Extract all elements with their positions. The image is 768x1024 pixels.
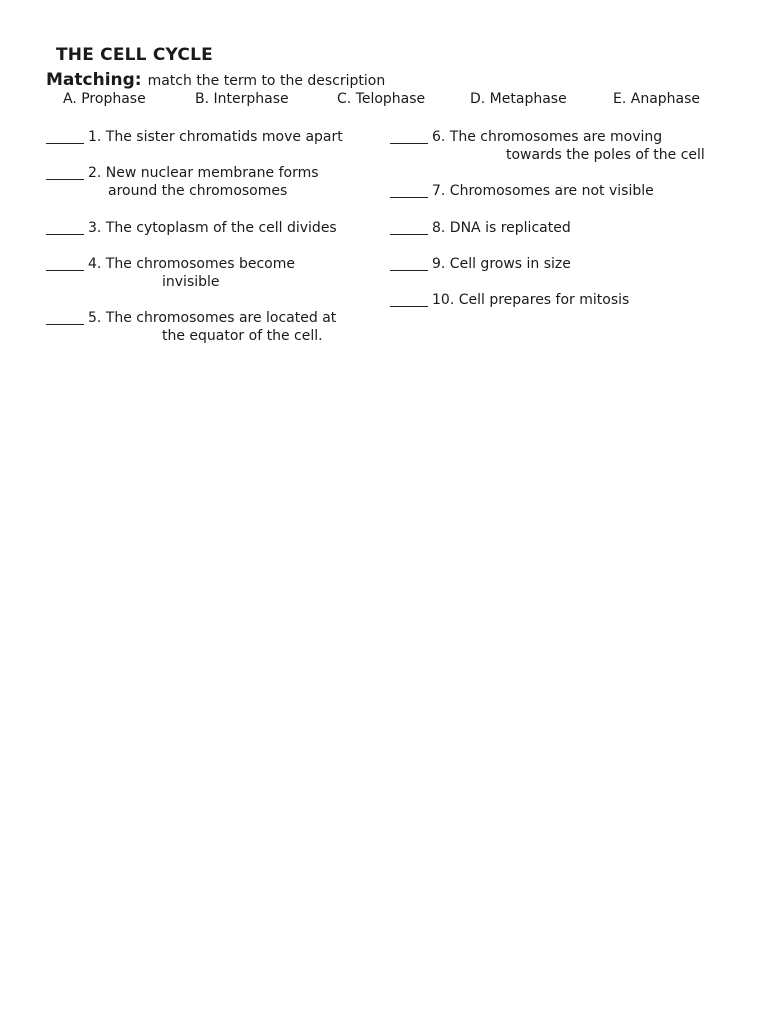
question-text-continued: around the chromosomes xyxy=(108,183,288,199)
term-bank xyxy=(0,91,768,111)
question-text: 1. The sister chromatids move apart xyxy=(88,129,343,145)
question-text: 9. Cell grows in size xyxy=(432,256,571,272)
question-text: 8. DNA is replicated xyxy=(432,220,571,236)
answer-blank[interactable] xyxy=(46,324,84,325)
answer-blank[interactable] xyxy=(46,179,84,180)
question-text: 3. The cytoplasm of the cell divides xyxy=(88,220,337,236)
term-b: B. Interphase xyxy=(195,91,289,107)
page-title: THE CELL CYCLE xyxy=(56,45,213,65)
term-d: D. Metaphase xyxy=(470,91,567,107)
answer-blank[interactable] xyxy=(390,270,428,271)
question-text-continued: towards the poles of the cell xyxy=(506,147,705,163)
answer-blank[interactable] xyxy=(46,234,84,235)
question-text-continued: the equator of the cell. xyxy=(162,328,323,344)
question-text: 7. Chromosomes are not visible xyxy=(432,183,654,199)
instructions-label: Matching: xyxy=(46,70,142,90)
answer-blank[interactable] xyxy=(390,234,428,235)
answer-blank[interactable] xyxy=(390,197,428,198)
instructions-text: match the term to the description xyxy=(147,73,386,89)
question-text: 2. New nuclear membrane forms xyxy=(88,165,319,181)
question-text: 4. The chromosomes become xyxy=(88,256,295,272)
term-e: E. Anaphase xyxy=(613,91,701,107)
question-text: 5. The chromosomes are located at xyxy=(88,310,337,326)
question-text: 6. The chromosomes are moving xyxy=(432,129,663,145)
answer-blank[interactable] xyxy=(46,143,84,144)
answer-blank[interactable] xyxy=(390,306,428,307)
answer-blank[interactable] xyxy=(46,270,84,271)
term-c: C. Telophase xyxy=(337,91,426,107)
answer-blank[interactable] xyxy=(390,143,428,144)
term-a: A. Prophase xyxy=(63,91,146,107)
instructions xyxy=(46,70,385,90)
question-text-continued: invisible xyxy=(162,274,220,290)
question-text: 10. Cell prepares for mitosis xyxy=(432,292,630,308)
